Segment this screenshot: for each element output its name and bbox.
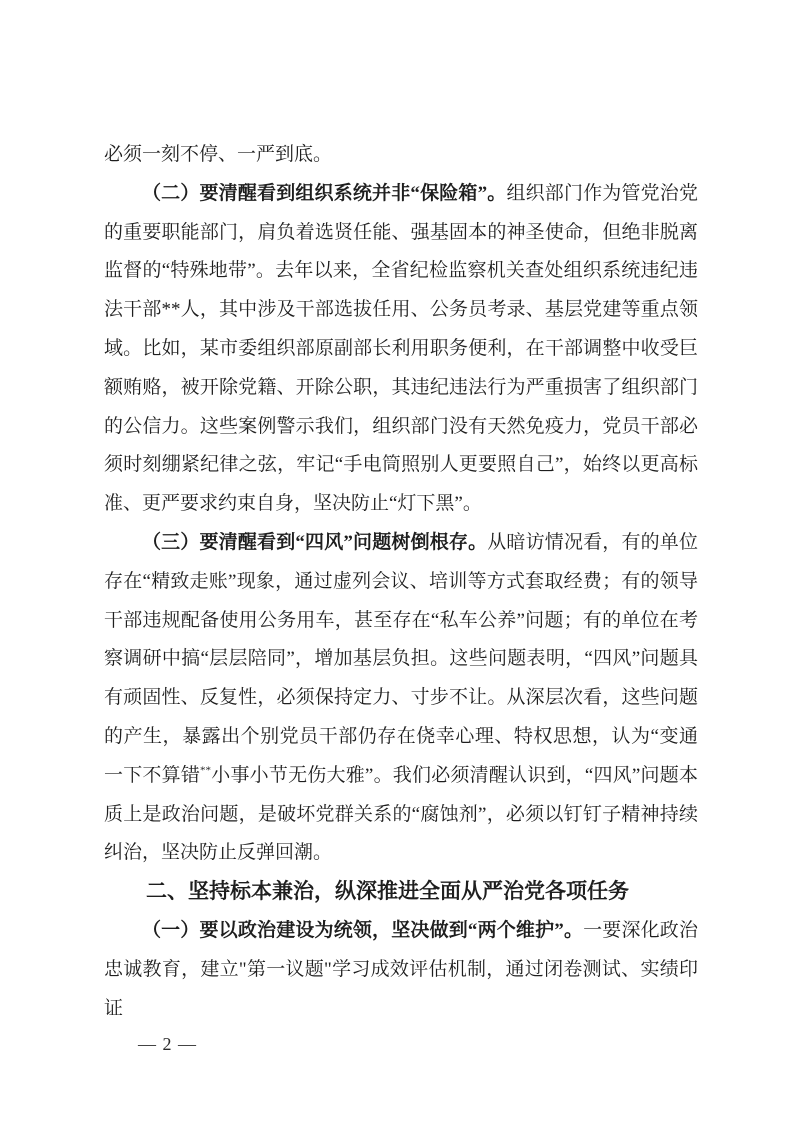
paragraph-point-1: [104, 912, 698, 1028]
paragraph-point-3-body-after: 小事小节无伤大雅”。我们必须清醒认识到，“四风”问题本质上是政治问题，是破坏党群关系的“腐蚀剂”，必须以钉钉子精神持续纠治，坚决防止反弹回潮。: [104, 764, 698, 864]
paragraph-point-2-body: 组织部门作为管党治党的重要职能部门，肩负着选贤任能、强基固本的神圣使命，但绝非脱离监督的“特殊地带”。去年以来，全省纪检监察机关查处组织系统违纪违法干部**人，其中涉及干部选拔任用、公务员考录、基层党建等重点领域。比如，某市委组织部原副部长利用职务便利，在干部调整中收受巨额贿赂，被开除党籍、开除公职，其违纪违法行为严重损害了组织部门的公信力。这些案例警示我们，组织部门没有天然免疫力，党员干部必须时刻绷紧纪律之弦，牢记“手电筒照别人更要照自己”，始终以更高标准、更严要求约束自身，坚决防止“灯下黑”。: [104, 182, 698, 515]
paragraph-point-2-lead: （二）要清醒看到组织系统并非“保险箱”。: [142, 182, 507, 204]
section-2-heading: 二、坚持标本兼治，纵深推进全面从严治党各项任务: [146, 880, 629, 904]
paragraph-point-3: [104, 524, 698, 873]
paragraph-point-1-lead: （一）要以政治建设为统领，坚决做到“两个维护”。: [142, 919, 584, 941]
paragraph-point-3-body-before: 从暗访情况看，有的单位存在“精致走账”现象，通过虚列会议、培训等方式套取经费；有的领导干部违规配备使用公务用车，甚至存在“私车公养”问题；有的单位在考察调研中搞“层层陪同”，增加基层负担。这些问题表明，“四风”问题具有顽固性、反复性，必须保持定力、寸步不让。从深层次看，这些问题的产生，暴露出个别党员干部仍存在侥幸心理、特权思想，认为“变通一下不算错: [104, 531, 698, 786]
paragraph-point-2: [104, 175, 698, 524]
paragraph-point-3-lead: （三）要清醒看到“四风”问题树倒根存。: [142, 531, 488, 553]
footnote-asterisk-mark: **: [200, 764, 212, 777]
page-number: — 2 —: [138, 1034, 197, 1054]
continuation-paragraph: 必须一刻不停、一严到底。: [104, 144, 333, 165]
paragraph-point-1-body: 一要深化政治忠诚教育，建立"第一议题"学习成效评估机制，通过闭卷测试、实绩印证: [104, 919, 698, 1019]
document-body: [104, 136, 698, 1028]
